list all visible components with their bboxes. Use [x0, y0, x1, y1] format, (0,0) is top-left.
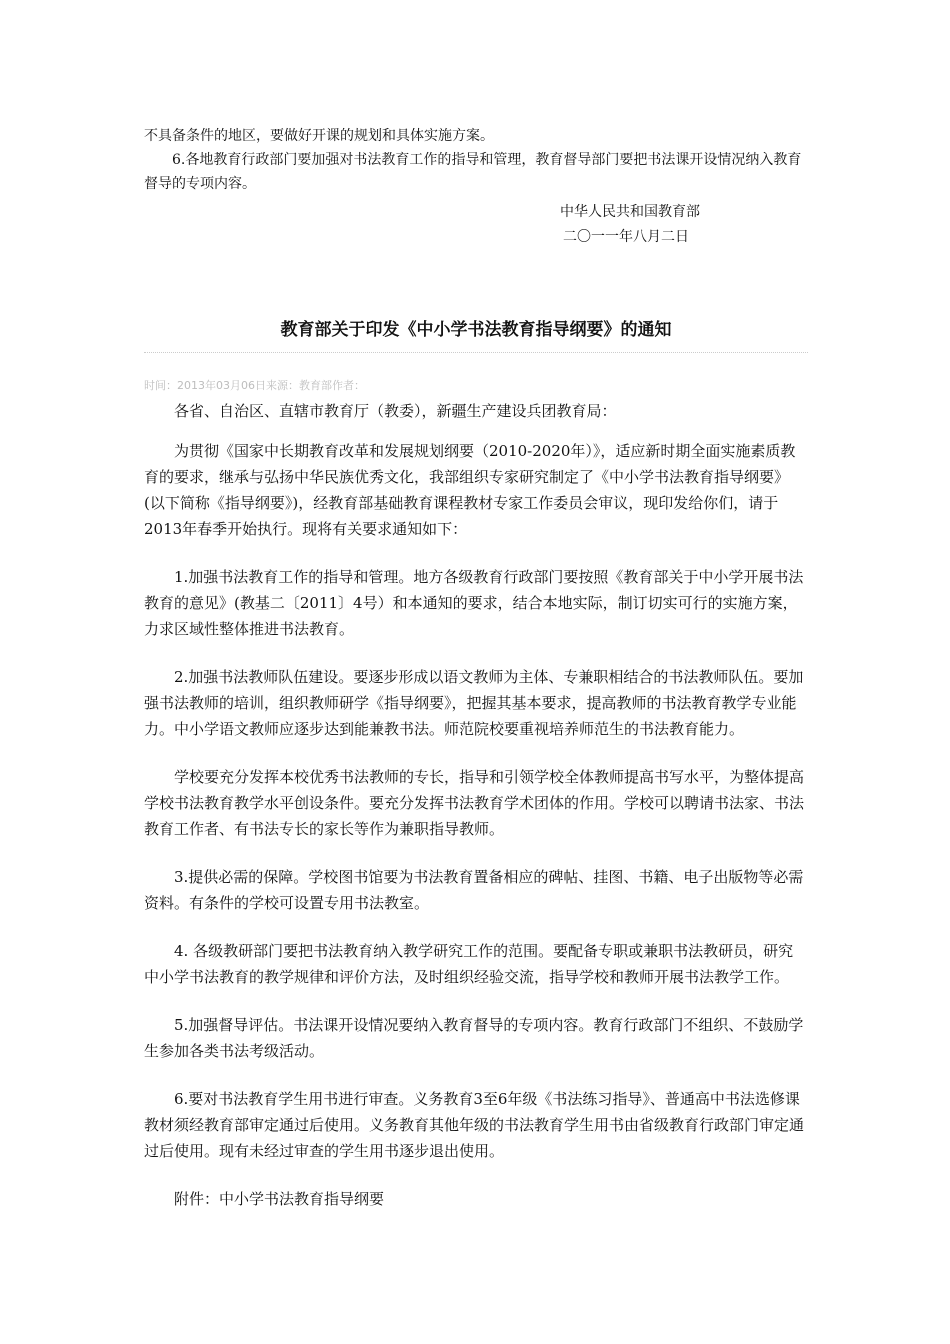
article-paragraph: 1.加强书法教育工作的指导和管理。地方各级教育行政部门要按照《教育部关于中小学开展书法教育的意见》(教基二〔2011〕4号）和本通知的要求，结合本地实际，制订切实可行的实施方案，力求区域性整体推进书法教育。	[144, 568, 804, 638]
paragraph-item-6: 6.各地教育行政部门要加强对书法教育工作的指导和管理，教育督导部门要把书法课开设情况纳入教育督导的专项内容。	[144, 152, 802, 192]
signature-date: 二〇一一年八月二日	[563, 229, 689, 245]
article-attachment: 附件：中小学书法教育指导纲要	[174, 1190, 385, 1208]
article-paragraph: 4. 各级教研部门要把书法教育纳入教学研究工作的范围。要配备专职或兼职书法教研员，研究中小学书法教育的教学规律和评价方法，及时组织经验交流，指导学校和教师开展书法教学工作。	[144, 942, 794, 986]
article-paragraph: 2.加强书法教师队伍建设。要逐步形成以语文教师为主体、专兼职相结合的书法教师队伍。要加强书法教师的培训，组织教师研学《指导纲要》，把握其基本要求，提高教师的书法教育教学专业能力。中小学语文教师应逐步达到能兼教书法。师范院校要重视培养师范生的书法教育能力。	[144, 668, 804, 738]
article-paragraph: 3.提供必需的保障。学校图书馆要为书法教育置备相应的碑帖、挂图、书籍、电子出版物等必需资料。有条件的学校可设置专用书法教室。	[144, 868, 804, 912]
title-divider	[144, 352, 808, 353]
article-meta: 时间：2013年03月06日来源：教育部作者：	[144, 379, 365, 392]
paragraph-conditions: 不具备条件的地区，要做好开课的规划和具体实施方案。	[144, 128, 494, 144]
signature-organization: 中华人民共和国教育部	[560, 204, 700, 220]
article-paragraph: 5.加强督导评估。书法课开设情况要纳入教育督导的专项内容。教育行政部门不组织、不鼓励学生参加各类书法考级活动。	[144, 1016, 804, 1060]
article-body	[144, 398, 808, 1234]
previous-notice-tail	[144, 124, 808, 196]
article-paragraph: 学校要充分发挥本校优秀书法教师的专长，指导和引领学校全体教师提高书写水平，为整体提高学校书法教育教学水平创设条件。要充分发挥书法教育学术团体的作用。学校可以聘请书法家、书法教育工作者、有书法专长的家长等作为兼职指导教师。	[144, 768, 805, 838]
article-title: 教育部关于印发《中小学书法教育指导纲要》的通知	[280, 320, 672, 340]
article-greeting: 各省、自治区、直辖市教育厅（教委），新疆生产建设兵团教育局：	[174, 402, 617, 420]
article-paragraph: 为贯彻《国家中长期教育改革和发展规划纲要（2010-2020年）》，适应新时期全面实施素质教育的要求，继承与弘扬中华民族优秀文化，我部组织专家研究制定了《中小学书法教育指导纲要》(以下简称《指导纲要》)，经教育部基础教育课程教材专家工作委员会审议，现印发给你们，请于2013年春季开始执行。现将有关要求通知如下：	[144, 442, 796, 538]
article-paragraph: 6.要对书法教育学生用书进行审查。义务教育3至6年级《书法练习指导》、普通高中书法选修课教材须经教育部审定通过后使用。义务教育其他年级的书法教育学生用书由省级教育行政部门审定通过后使用。现有未经过审查的学生用书逐步退出使用。	[144, 1090, 805, 1160]
